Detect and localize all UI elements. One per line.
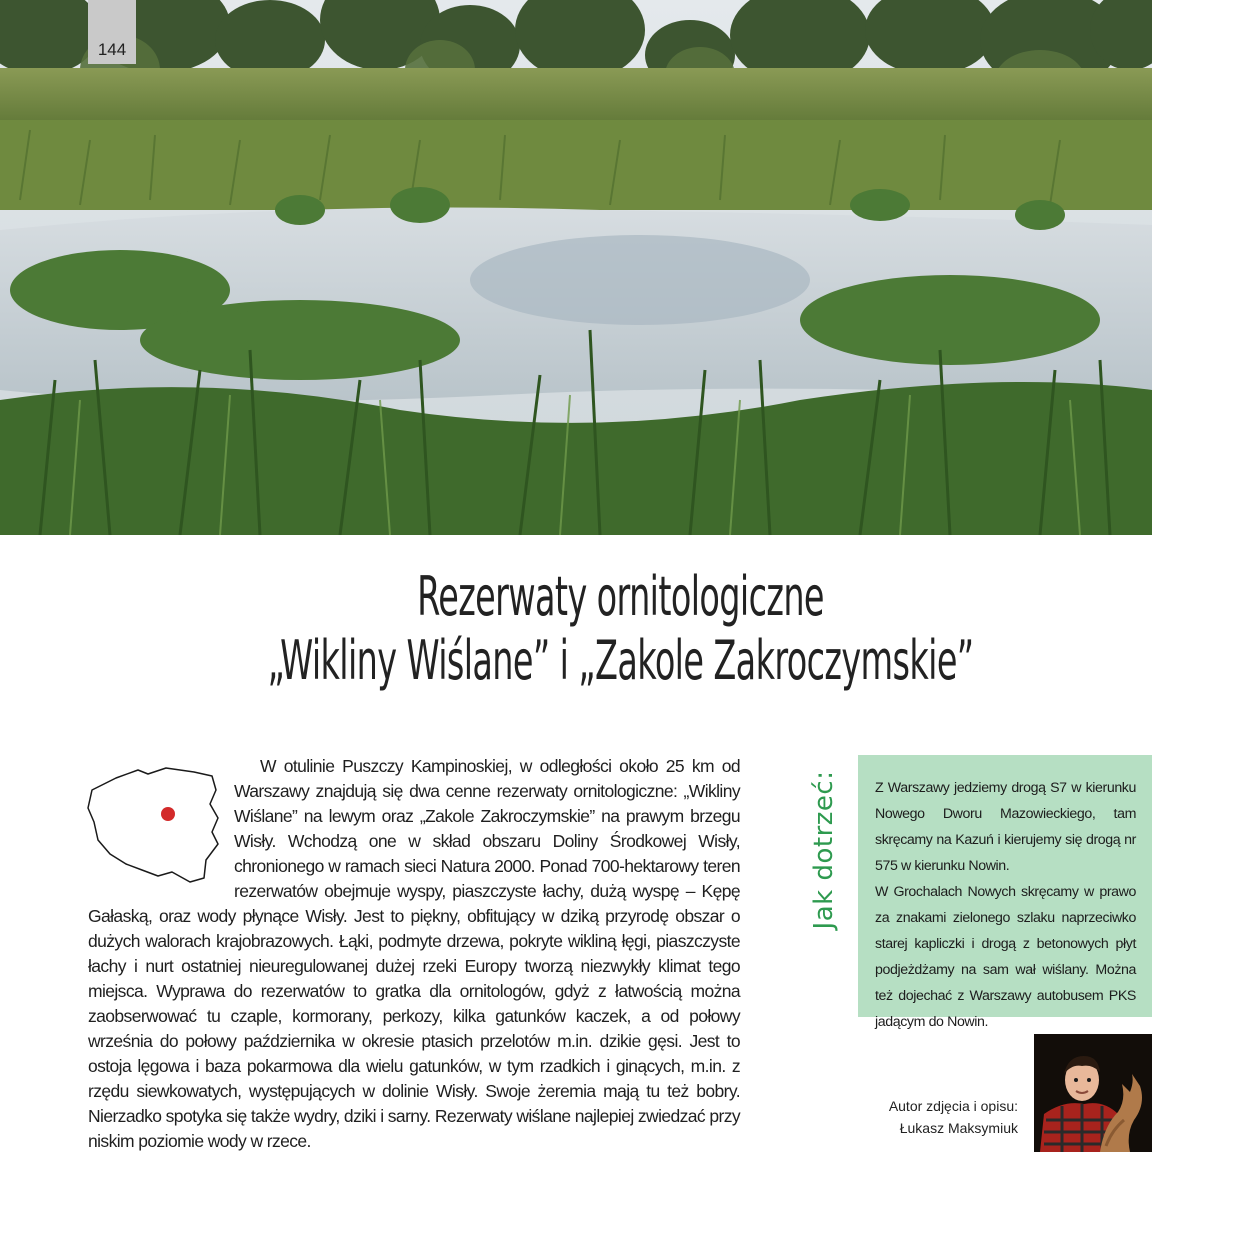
author-caption-label: Autor zdjęcia i opisu: (888, 1098, 1018, 1114)
author-name: Łukasz Maksymiuk (899, 1120, 1018, 1136)
directions-paragraph-1: Z Warszawy jedziemy drogą S7 w kierunku Nowego Dworu Mazowieckiego, tam skręcamy na Kazuń i kierujemy się drogą nr 575 w kierunku Nowin. (875, 780, 1136, 874)
how-to-get-label (798, 760, 850, 940)
hero-photo (0, 0, 1152, 535)
page-title (236, 565, 1005, 693)
article-body (88, 754, 740, 1154)
page-number-badge (88, 0, 136, 64)
page-number: 144 (97, 40, 127, 59)
title-line-2: „Wikliny Wiślane” i „Zakole Zakroczymskie” (267, 629, 974, 692)
directions-paragraph-2: W Grochalach Nowych skręcamy w prawo za znakami zielonego szlaku naprzeciwko starej kapliczki i drogą z betonowych płyt podjeżdżamy na sam wał wiślany. Można też dojechać z Warszawy autobusem PKS jadącym do Nowin. (875, 884, 1136, 1030)
how-to-get-heading: Jak dotrzeć: (809, 770, 839, 930)
title-line-1: Rezerwaty ornitologiczne (417, 565, 824, 628)
article-paragraph: W otulinie Puszczy Kampinoskiej, w odległości około 25 km od Warszawy znajdują się dwa cenne rezerwaty ornitologiczne: „Wikliny Wiślane” na lewym oraz „Zakole Zakroczymskie” na prawym brzegu Wisły. Wchodzą one w skład obszaru Doliny Środkowej Wisły, chronionego w ramach sieci Natura 2000. Ponad 700-hektarowy teren rezerwatów obejmuje wyspy, piaszczyste łachy, dużą wyspę – Kępę Gałaską, oraz wody płynące Wisły. Jest to piękny, obfitujący w dziką przyrodę obszar o dużych walorach krajobrazowych. Łąki, podmyte drzewa, pokryte wikliną łęgi, piaszczyste łachy i nurt ostatniej nieuregulowanej dużej rzeki Europy tworzą niezwykły klimat tego miejsca. Wyprawa do rezerwatów to gratka dla ornitologów, gdyż z łatwością można zaobserwować tu czaple, kormorany, perkozy, kilka gatunków kaczek, a od połowy września do połowy października w okresie ptasich przelotów m.in. dzikie gęsi. Jest to ostoja lęgowa i baza pokarmowa dla wielu gatunków, w tym rzadkich i ginących, m.in. z rzędu siewkowatych, występujących w dolinie Wisły. Swoje żeremia mają tu też bobry. Nierzadko spotyka się także wydry, dziki i sarny. Rezerwaty wiślane najlepiej zwiedzać przy niskim poziomie wody w rzece. (88, 756, 740, 1151)
how-to-get-box (858, 755, 1152, 1030)
author-caption (860, 1095, 1018, 1139)
author-portrait-photo (1034, 1034, 1152, 1152)
